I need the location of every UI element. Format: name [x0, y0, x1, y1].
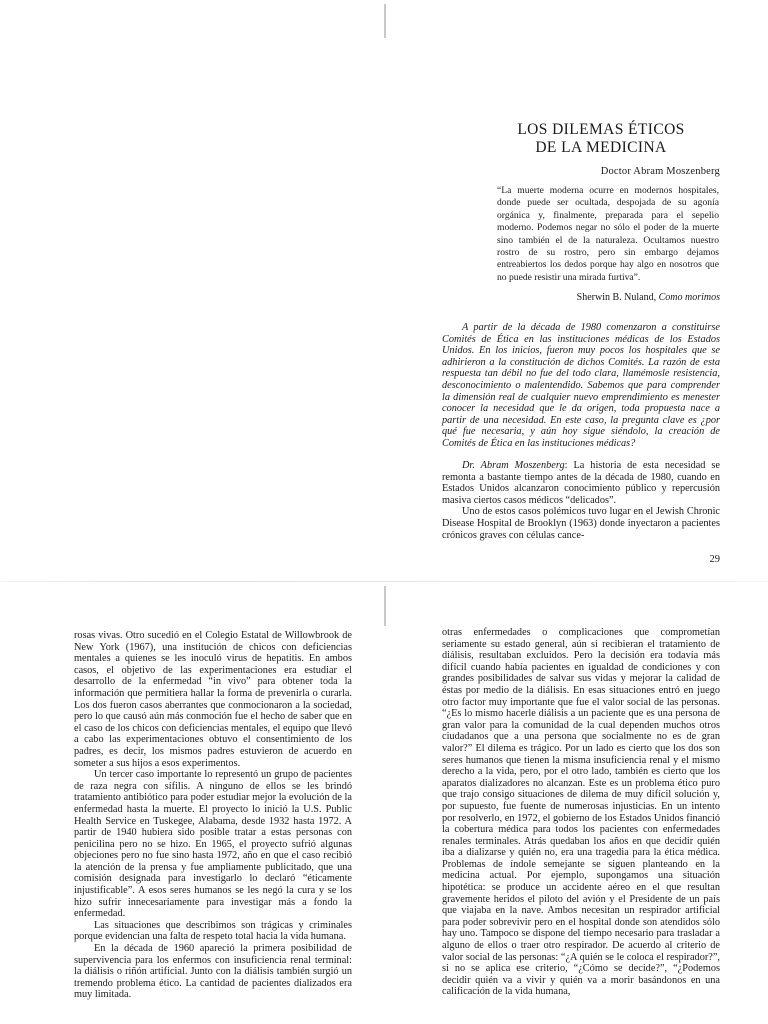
top-right-body [442, 460, 720, 541]
title-line-2: DE LA MEDICINA [535, 139, 667, 156]
page-divider [0, 581, 768, 582]
left-column [74, 630, 352, 1024]
page-number: 29 [709, 554, 720, 565]
left-paragraph-2: Un tercer caso importante lo representó un grupo de pacientes de raza negra con sífilis. A ninguno de ellos se les brindó tratamiento antibiótico para poder estudiar mejor la evolución de la enfermedad hasta la muerte. El proyecto lo inició la U.S. Public Health Service en Tuskegee, Alabama, desde 1932 hasta 1972. A partir de 1940 hubiera sido posible tratar a estas personas con penicilina pero no se hizo. En 1965, el proyecto sufrió algunas objeciones pero no fue sino hasta 1972, año en que el caso recibió la atención de la prensa y fue ampliamente publicitado, que una comisión designada para investigarlo lo declaró “éticamente injustificable”. A esos seres humanos se les negó la cura y se los hizo sufrir innecesariamente para investigar más a fondo la enfermedad. [74, 769, 352, 920]
epigraph-attribution [470, 292, 720, 303]
right-paragraph-1: otras enfermedades o complicaciones que comprometían seriamente su estado general, aún si recibieran el tratamiento de diálisis, resultaban excluidos. Pero la decisión era todavía más difícil cuando había pacientes en igualdad de condiciones y con grandes posibilidades de salvar sus vidas y mejorar la calidad de éstas por medio de la diálisis. En esas situaciones entró en juego otro factor muy importante que fue el valor social de las personas. “¿Es lo mismo hacerle diálisis a un paciente que es una persona de gran valor para la comunidad de la cual dependen muchos otros ciudadanos que a una persona que socialmente no es de gran valor?” El dilema es trágico. Por un lado es cierto que los dos son seres humanos que tienen la misma insuficiencia renal y el mismo derecho a la vida, pero, por el otro lado, también es cierto que los aparatos dializadores no alcanzan. Este es un problema ético puro que trajo consigo situaciones de dilema de muy difícil solución y, por supuesto, fue fuente de numerosas injusticias. En un intento por resolverlo, en 1972, el gobierno de los Estados Unidos financió la cobertura médica para todos los pacientes con enfermedades renales terminales. Atrás quedaban los años en que decidir quién iba a dializarse y quién no, era una tragedia para la ética médica. Problemas de índole semejante se siguen planteando en la medicina actual. Por ejemplo, supongamos una situación hipotética: se produce un accidente aéreo en el que resultan gravemente heridos el piloto del avión y el Presidente de un país que viajaba en la nave. Ambos necesitan un respirador artificial para poder sobrevivir pero en el hospital donde son atendidos sólo hay uno. Tampoco se dispone del tiempo necesario para trasladar a alguno de ellos o traer otro respirador. De acuerdo al criterio de valor social de las personas: “¿A quién se le coloca el respirador?”, si no se aplica ese criterio, “¿Cómo se decide?”, “¿Podemos decidir quién va a vivir y quién va a morir basándonos en una calificación de la vida humana, [442, 627, 720, 998]
answer-text-1: : La historia de esta necesidad se remonta a bastante tiempo antes de la década de 1980, cuando en Estados Unidos alcanzaron conocimiento público y repercusión masiva ciertos casos médicos “delicados”. [442, 460, 720, 506]
intro-paragraph: A partir de la década de 1980 comenzaron a constituirse Comités de Ética en las instituciones médicas de los Estados Unidos. En los inicios, fueron muy pocos los hospitales que se adhirieron a la constitución de dichos Comités. La razón de esta respuesta tan débil no fue del todo clara, llamémosle resistencia, desconocimiento o malentendido. Sabemos que para comprender la dimensión real de cualquier nuevo emprendimiento es menester conocer la necesidad que le da origen, toda propuesta nace a partir de una necesidad. En este caso, la pregunta clave es ¿por qué fue necesaria, y aún hoy sigue siéndolo, la creación de Comités de Ética en las instituciones médicas? [442, 322, 720, 449]
left-paragraph-3: Las situaciones que describimos son trágicas y criminales porque evidencian una falta de respeto total hacia la vida humana. [74, 919, 352, 943]
left-paragraph-1: rosas vivas. Otro sucedió en el Colegio Estatal de Willowbrook de New York (1967), una institución de chicos con deficiencias mentales a quienes se les inoculó virus de hepatitis. En ambos casos, el objetivo de las experimentaciones era estudiar el desarrollo de la enfermedad “in vivo” para obtener toda la información que permitiera hallar la forma de prevenirla o curarla. Los dos fueron casos aberrantes que conmocionaron a la sociedad, pero lo que causó aún más conmoción fue el hecho de saber que en el caso de los chicos con deficiencias mentales, el equipo que llevó a cabo las experimentaciones obtuvo el consentimiento de los padres, es decir, los mismos padres estuvieron de acuerdo en someter a sus hijos a esos experimentos. [74, 630, 352, 769]
answer-paragraph-1 [442, 460, 720, 506]
epigraph-author: Sherwin B. Nuland, [576, 292, 657, 303]
title-line-1: LOS DILEMAS ÉTICOS [517, 121, 685, 138]
epigraph-source: Como morimos [658, 292, 720, 303]
right-column [442, 627, 720, 1024]
binding-mark-top [384, 4, 386, 38]
author-byline: Doctor Abram Moszenberg [600, 166, 720, 177]
article-title [480, 121, 722, 157]
speaker-name: Dr. Abram Moszenberg [462, 460, 565, 471]
answer-paragraph-2: Uno de estos casos polémicos tuvo lugar en el Jewish Chronic Disease Hospital de Brooklyn (1963) donde inyectaron a pacientes crónicos graves con células cance- [442, 506, 720, 541]
epigraph-quote: “La muerte moderna ocurre en modernos hospitales, donde puede ser ocultada, despojada de su agonía orgánica y, finalmente, preparada para el sepelio moderno. Podemos negar no sólo el poder de la muerte sino también el de la naturaleza. Ocultamos nuestro rostro de su rostro, pero sin embargo dejamos entreabiertos los dedos porque hay algo en nosotros que no puede resistir una mirada furtiva”. [497, 185, 719, 283]
intro-question [442, 322, 720, 450]
binding-mark-bottom [384, 586, 386, 626]
left-paragraph-4: En la década de 1960 apareció la primera posibilidad de supervivencia para los enfermos con insuficiencia renal terminal: la diálisis o riñón artificial. Junto con la diálisis también surgió un tremendo problema ético. La cantidad de pacientes dializados era muy limitada. [74, 943, 352, 1001]
